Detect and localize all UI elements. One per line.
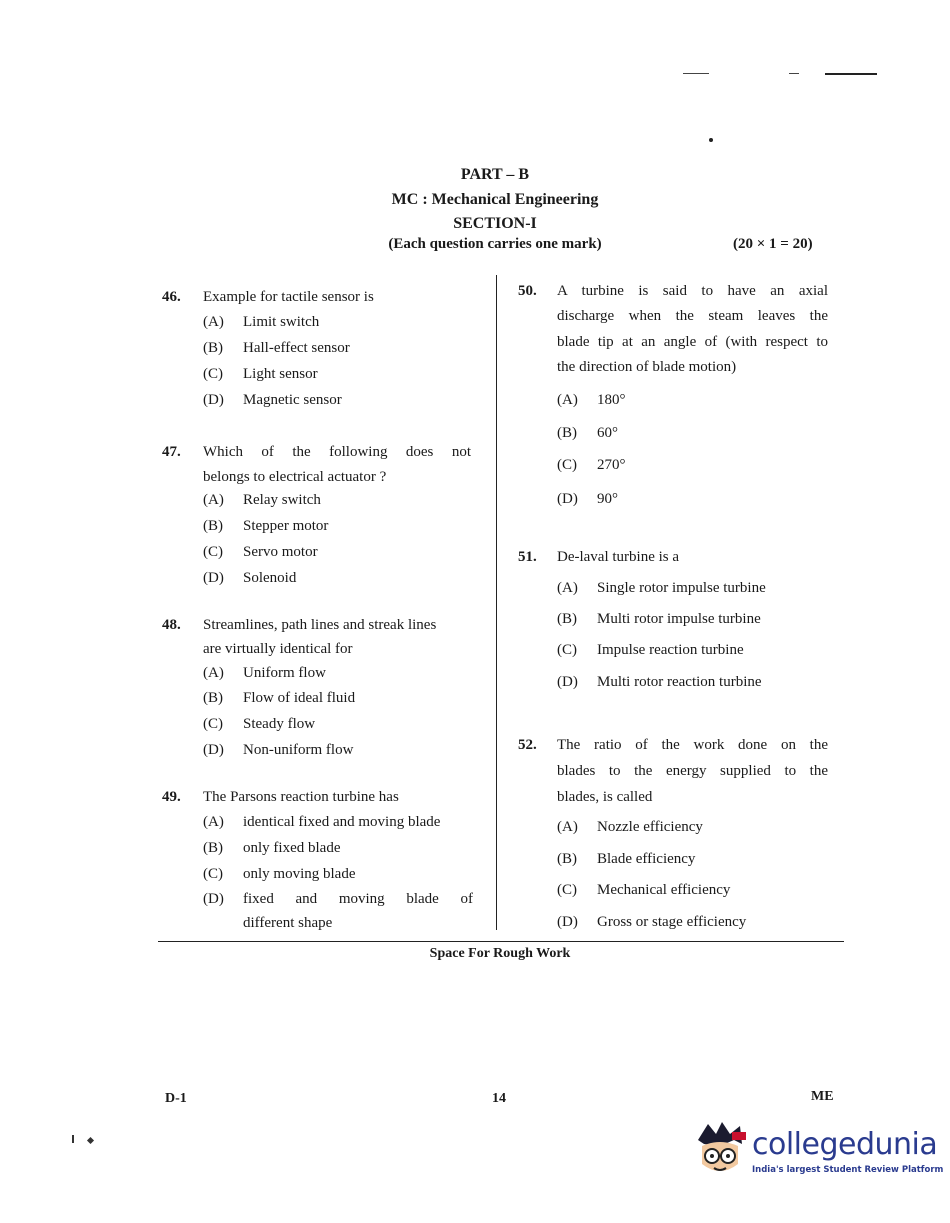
question-text-line: the direction of blade motion) bbox=[557, 359, 737, 375]
question-text-line: are virtually identical for bbox=[203, 641, 353, 657]
option-b: (B) only fixed blade bbox=[203, 840, 341, 856]
column-divider bbox=[496, 275, 497, 930]
scan-mark bbox=[72, 1135, 74, 1143]
instruction: (Each question carries one mark) bbox=[388, 236, 602, 252]
option-d: (D) Gross or stage efficiency bbox=[557, 914, 747, 930]
question-text-line: Streamlines, path lines and streak lines bbox=[203, 617, 437, 633]
page-number: 14 bbox=[492, 1091, 506, 1106]
option-d: (D) fixed and moving blade of bbox=[203, 891, 473, 907]
question-number: 46. bbox=[162, 289, 181, 305]
question-number: 50. bbox=[518, 283, 537, 299]
question-text-line: Which of the following does not bbox=[203, 444, 471, 460]
question-text-line: discharge when the steam leaves the bbox=[557, 308, 828, 324]
option-a: (A) 180° bbox=[557, 392, 626, 408]
rough-work-label: Space For Rough Work bbox=[429, 946, 571, 961]
option-d-continued: different shape bbox=[243, 915, 333, 931]
option-a: (A) Relay switch bbox=[203, 492, 321, 508]
option-b: (B) Hall-effect sensor bbox=[203, 340, 350, 356]
option-c: (C) Steady flow bbox=[203, 716, 316, 732]
option-c: (C) only moving blade bbox=[203, 866, 356, 882]
scan-line bbox=[683, 73, 709, 74]
footer-code: D-1 bbox=[165, 1091, 187, 1106]
scan-line bbox=[825, 73, 877, 75]
option-d: (D) Non-uniform flow bbox=[203, 742, 354, 758]
question-text-line: The ratio of the work done on the bbox=[557, 737, 828, 753]
question-text-line: blade tip at an angle of (with respect to bbox=[557, 334, 828, 350]
part-title: PART – B bbox=[460, 166, 530, 183]
subject-title: MC : Mechanical Engineering bbox=[391, 191, 599, 208]
watermark-logo bbox=[690, 1118, 750, 1188]
option-b: (B) 60° bbox=[557, 425, 618, 441]
option-d: (D) Magnetic sensor bbox=[203, 392, 342, 408]
mascot-icon bbox=[690, 1118, 750, 1188]
option-a: (A) Limit switch bbox=[203, 314, 320, 330]
question-text-line: blades to the energy supplied to the bbox=[557, 763, 828, 779]
question-number: 47. bbox=[162, 444, 181, 460]
watermark-brand: collegedunia bbox=[752, 1127, 938, 1162]
option-d: (D) Multi rotor reaction turbine bbox=[557, 674, 762, 690]
option-c: (C) Impulse reaction turbine bbox=[557, 642, 744, 658]
question-text-line: belongs to electrical actuator ? bbox=[203, 469, 387, 485]
scan-line bbox=[789, 73, 799, 74]
footer-subject: ME bbox=[811, 1089, 834, 1104]
option-a: (A) Uniform flow bbox=[203, 665, 326, 681]
option-a: (A) identical fixed and moving blade bbox=[203, 814, 441, 830]
option-c: (C) Light sensor bbox=[203, 366, 318, 382]
watermark-tagline: India's largest Student Review Platform bbox=[752, 1165, 944, 1175]
bottom-rule bbox=[158, 941, 844, 942]
section-title: SECTION-I bbox=[453, 215, 537, 232]
option-a: (A) Single rotor impulse turbine bbox=[557, 580, 766, 596]
scan-dot bbox=[709, 138, 713, 142]
question-text: De-laval turbine is a bbox=[557, 549, 680, 565]
question-number: 52. bbox=[518, 737, 537, 753]
option-d: (D) 90° bbox=[557, 491, 618, 507]
question-text-line: A turbine is said to have an axial bbox=[557, 283, 828, 299]
question-number: 49. bbox=[162, 789, 181, 805]
option-b: (B) Stepper motor bbox=[203, 518, 329, 534]
question-number: 48. bbox=[162, 617, 181, 633]
marks-info: (20 × 1 = 20) bbox=[733, 236, 813, 252]
scan-mark bbox=[87, 1137, 94, 1144]
option-d: (D) Solenoid bbox=[203, 570, 297, 586]
question-text: Example for tactile sensor is bbox=[203, 289, 374, 305]
option-a: (A) Nozzle efficiency bbox=[557, 819, 703, 835]
option-c: (C) Mechanical efficiency bbox=[557, 882, 731, 898]
option-b: (B) Multi rotor impulse turbine bbox=[557, 611, 761, 627]
option-b: (B) Flow of ideal fluid bbox=[203, 690, 356, 706]
option-c: (C) Servo motor bbox=[203, 544, 318, 560]
question-number: 51. bbox=[518, 549, 537, 565]
question-text: The Parsons reaction turbine has bbox=[203, 789, 399, 805]
option-b: (B) Blade efficiency bbox=[557, 851, 696, 867]
question-text-line: blades, is called bbox=[557, 789, 653, 805]
option-c: (C) 270° bbox=[557, 457, 626, 473]
